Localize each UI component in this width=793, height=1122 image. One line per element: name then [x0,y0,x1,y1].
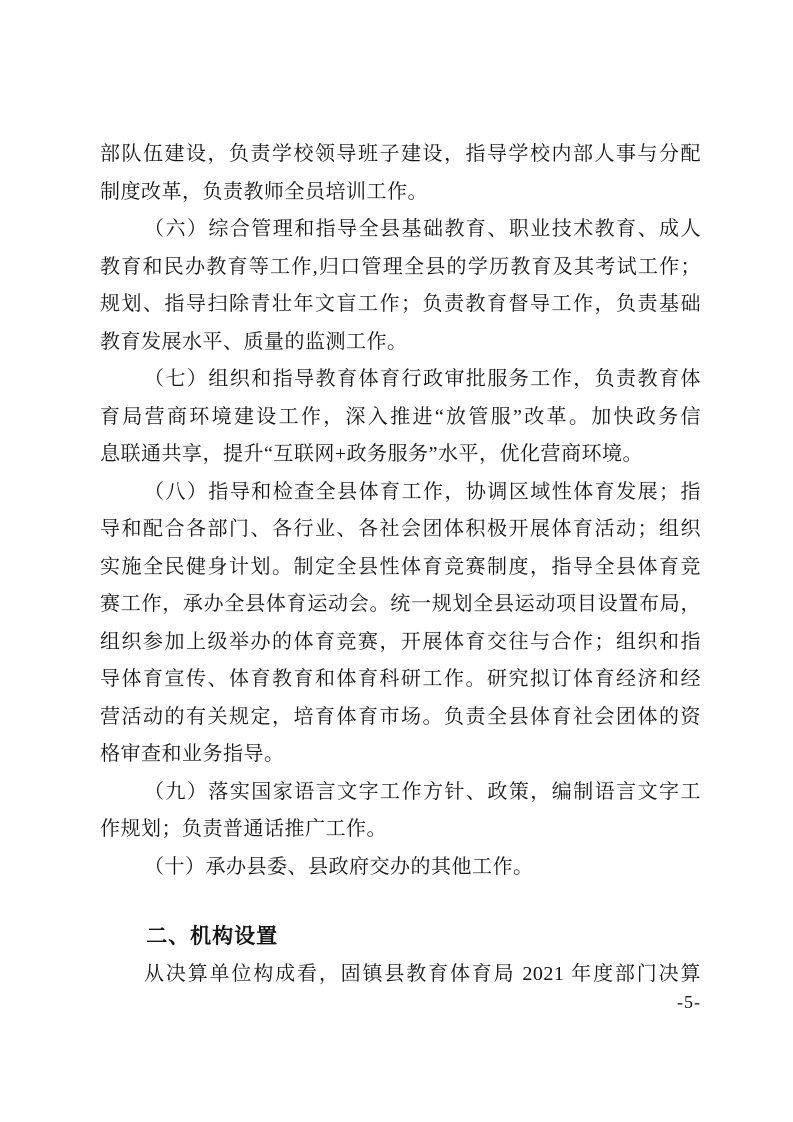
text-line: 导和配合各部门、各行业、各社会团体积极开展体育活动；组织 [100,518,701,540]
text-line: （九）落实国家语言文字工作方针、政策，编制语言文字工 [144,780,701,803]
text-line: 息联通共享，提升“互联网+政务服务”水平，优化营商环境。 [100,443,644,465]
text-line: （八）指导和检查全县体育工作，协调区域性体育发展；指 [144,480,701,503]
blank-line [100,886,701,918]
text-line: 育局营商环境建设工作，深入推进“放管服”改革。加快政务信 [100,405,701,428]
text-line: 格审查和业务指导。 [100,743,285,765]
section-heading: 二、机构设置 [146,925,279,948]
text-line: （六）综合管理和指导全县基础教育、职业技术教育、成人 [144,218,701,240]
text-line: 组织参加上级举办的体育竞赛，开展体育交往与合作；组织和指 [100,630,701,653]
text-line: （七）组织和指导教育体育行政审批服务工作，负责教育体 [144,368,701,390]
text-line: 作规划；负责普通话推广工作。 [100,818,387,840]
text-line: （十）承办县委、县政府交办的其他工作。 [144,855,534,878]
page-number: -5- [677,992,701,1012]
text-line: 教育发展水平、质量的监测工作。 [100,330,408,353]
text-line: 部队伍建设，负责学校领导班子建设，指导学校内部人事与分配 [100,143,701,165]
text-line: 实施全民健身计划。制定全县性体育竞赛制度，指导全县体育竞 [100,555,701,578]
text-line: 营活动的有关规定，培育体育市场。负责全县体育社会团体的资 [100,705,701,728]
text-line: 导体育宣传、体育教育和体育科研工作。研究拟订体育经济和经 [100,668,701,690]
text-line: 教育和民办教育等工作,归口管理全县的学历教育及其考试工作； [100,255,701,278]
text-line: 规划、指导扫除青壮年文盲工作；负责教育督导工作，负责基础 [100,293,701,315]
text-lines [100,136,701,993]
text-line: 赛工作，承办全县体育运动会。统一规划全县运动项目设置布局， [100,593,701,615]
text-line: 从决算单位构成看，固镇县教育体育局 2021 年度部门决算 [144,962,701,985]
text-line: 制度改革，负责教师全员培训工作。 [100,180,428,203]
